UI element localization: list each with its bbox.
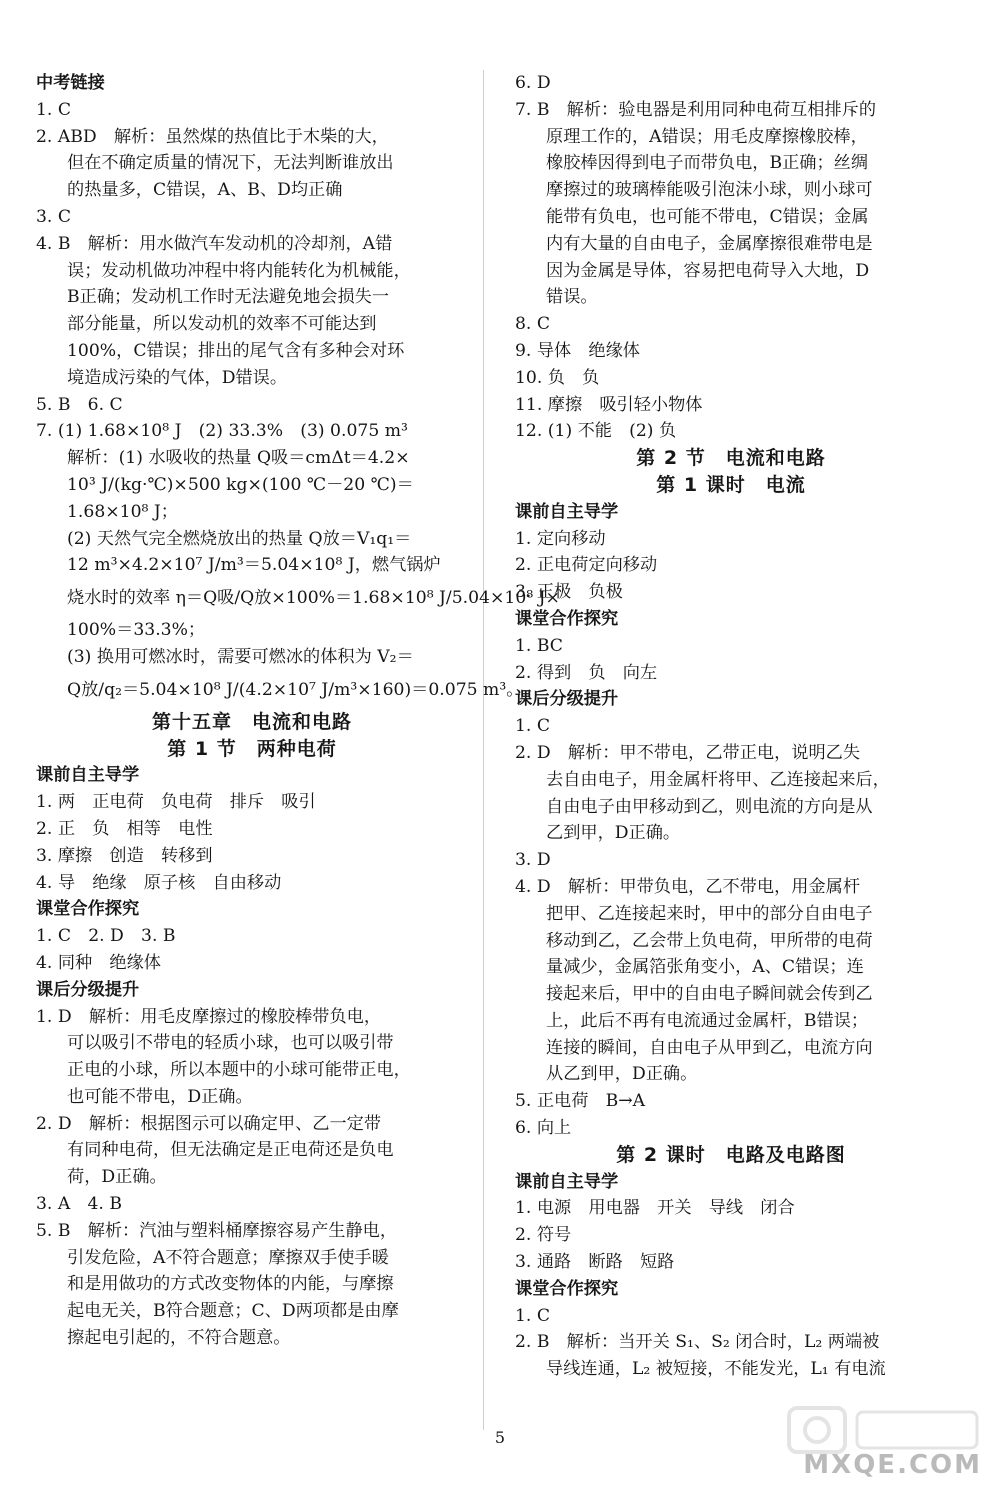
answer-line: 橡胶棒因得到电子而带负电，B正确；丝绸 bbox=[546, 153, 869, 174]
section-heading: 课堂合作探究 bbox=[36, 899, 140, 920]
answer-line: 解析：(1) 水吸收的热量 Q吸＝cmΔt＝4.2× bbox=[67, 448, 410, 469]
answer-line: 部分能量，所以发动机的效率不可能达到 bbox=[67, 314, 377, 335]
answer-line: 2. ABD 解析：虽然煤的热值比于木柴的大， bbox=[36, 126, 389, 147]
answer-line: 1.68×10⁸ J； bbox=[67, 501, 178, 522]
answer-line: 3. C bbox=[36, 206, 72, 227]
page-number: 5 bbox=[494, 1428, 506, 1447]
answer-line: 1. D 解析：用毛皮摩擦过的橡胶棒带负电， bbox=[36, 1006, 382, 1027]
answer-line: 1. 两 正电荷 负电荷 排斥 吸引 bbox=[36, 792, 316, 813]
answer-line: 3. D bbox=[515, 850, 551, 871]
answer-line: 3. 正极 负极 bbox=[515, 582, 623, 603]
answer-line: 6. 向上 bbox=[515, 1118, 572, 1139]
answer-line: 12. (1) 不能 (2) 负 bbox=[515, 421, 677, 442]
answer-line: 烧水时的效率 η＝Q吸/Q放×100%＝1.68×10⁸ J/5.04×10⁸ J× bbox=[67, 588, 560, 609]
answer-line: 2. D 解析：甲不带电，乙带正电，说明乙失 bbox=[515, 742, 861, 763]
section-heading: 课前自主导学 bbox=[515, 501, 619, 522]
answer-line: 但在不确定质量的情况下，无法判断谁放出 bbox=[67, 153, 394, 174]
section-heading: 第 2 课时 电路及电路图 bbox=[616, 1143, 846, 1166]
answer-line: 9. 导体 绝缘体 bbox=[515, 340, 640, 361]
answer-line: 荷，D正确。 bbox=[67, 1167, 167, 1188]
answer-line: 能带有负电，也可能不带电，C错误；金属 bbox=[546, 206, 869, 227]
answer-line: 11. 摩擦 吸引轻小物体 bbox=[515, 394, 703, 415]
section-heading: 课后分级提升 bbox=[515, 689, 619, 710]
section-heading: 课后分级提升 bbox=[36, 979, 140, 1000]
answer-line: 因为金属是导体，容易把电荷导入大地，D bbox=[546, 260, 870, 281]
answer-line: 摩擦过的玻璃棒能吸引泡沫小球，则小球可 bbox=[546, 180, 873, 201]
answer-line: 擦起电引起的，不符合题意。 bbox=[67, 1328, 291, 1349]
column-divider bbox=[483, 70, 484, 1430]
answer-line: 2. D 解析：根据图示可以确定甲、乙一定带 bbox=[36, 1113, 382, 1134]
answer-line: 连接的瞬间，自由电子从甲到乙，电流方向 bbox=[546, 1037, 873, 1058]
answer-line: 6. D bbox=[515, 73, 551, 93]
section-heading: 课堂合作探究 bbox=[515, 1278, 619, 1299]
watermark-text: MXQE.COM bbox=[803, 1450, 982, 1480]
answer-line: 上，此后不再有电流通过金属杆，B错误； bbox=[546, 1010, 869, 1031]
section-heading: 课前自主导学 bbox=[36, 765, 140, 786]
answer-line: 5. B 解析：汽油与塑料桶摩擦容易产生静电， bbox=[36, 1220, 398, 1241]
answer-line: 移动到乙，乙会带上负电荷，甲所带的电荷 bbox=[546, 930, 873, 951]
answer-line: 1. C bbox=[515, 1305, 551, 1326]
answer-line: 正电的小球，所以本题中的小球可能带正电， bbox=[67, 1060, 411, 1081]
answer-line: 和是用做功的方式改变物体的内能，与摩擦 bbox=[67, 1274, 394, 1295]
answer-line: 2. 符号 bbox=[515, 1225, 572, 1246]
answer-line: 2. 得到 负 向左 bbox=[515, 662, 658, 683]
answer-line: 可以吸引不带电的轻质小球，也可以吸引带 bbox=[67, 1033, 394, 1054]
answer-line: 3. 摩擦 创造 转移到 bbox=[36, 845, 213, 866]
section-heading: 第 1 课时 电流 bbox=[656, 473, 806, 496]
answer-line: 1. 定向移动 bbox=[515, 528, 606, 549]
answer-line: 去自由电子，用金属杆将甲、乙连接起来后， bbox=[546, 769, 890, 790]
section-heading: 第 2 节 电流和电路 bbox=[636, 447, 826, 470]
answer-line: 2. B 解析：当开关 S₁、S₂ 闭合时，L₂ 两端被 bbox=[515, 1332, 880, 1353]
answer-line: 1. C bbox=[515, 716, 551, 737]
answer-line: 10. 负 负 bbox=[515, 367, 600, 388]
answer-line: 2. 正电荷定向移动 bbox=[515, 555, 658, 576]
answer-line: 的热量多，C错误，A、B、D均正确 bbox=[67, 180, 343, 201]
section-heading: 中考链接 bbox=[36, 73, 105, 93]
answer-line: 5. 正电荷 B→A bbox=[515, 1091, 646, 1112]
answer-line: 原理工作的，A错误；用毛皮摩擦橡胶棒， bbox=[546, 126, 868, 147]
answer-line: 量减少，金属箔张角变小，A、C错误；连 bbox=[546, 957, 864, 978]
answer-line: 误；发动机做功冲程中将内能转化为机械能， bbox=[67, 260, 411, 281]
answer-line: 1. BC bbox=[515, 635, 563, 656]
answer-line: 境造成污染的气体，D错误。 bbox=[67, 367, 288, 388]
answer-line: 4. 同种 绝缘体 bbox=[36, 952, 161, 973]
answer-line: 1. C 2. D 3. B bbox=[36, 926, 176, 947]
answer-line: 接起来后，甲中的自由电子瞬间就会传到乙 bbox=[546, 984, 873, 1005]
answer-line: 自由电子由甲移动到乙，则电流的方向是从 bbox=[546, 796, 873, 817]
answer-line: 乙到甲，D正确。 bbox=[546, 823, 681, 844]
answer-line: (3) 换用可燃冰时，需要可燃冰的体积为 V₂＝ bbox=[67, 646, 414, 667]
answer-line: B正确；发动机工作时无法避免地会损失一 bbox=[67, 287, 390, 308]
answer-line: 内有大量的自由电子，金属摩擦很难带电是 bbox=[546, 233, 873, 254]
answer-line: 有同种电荷，但无法确定是正电荷还是负电 bbox=[67, 1140, 394, 1161]
answer-line: 4. B 解析：用水做汽车发动机的冷却剂，A错 bbox=[36, 233, 393, 254]
answer-line: 4. 导 绝缘 原子核 自由移动 bbox=[36, 872, 282, 893]
section-heading: 第 1 节 两种电荷 bbox=[167, 737, 337, 760]
answer-line: 7. (1) 1.68×10⁸ J (2) 33.3% (3) 0.075 m³ bbox=[36, 421, 408, 442]
answer-line: 12 m³×4.2×10⁷ J/m³＝5.04×10⁸ J，燃气锅炉 bbox=[67, 555, 441, 576]
right-column bbox=[515, 70, 947, 1383]
section-heading: 课前自主导学 bbox=[515, 1171, 619, 1192]
answer-line: Q放/q₂＝5.04×10⁸ J/(4.2×10⁷ J/m³×160)＝0.075 m³。 bbox=[67, 679, 524, 700]
answer-line: 10³ J/(kg·℃)×500 kg×(100 ℃－20 ℃)＝ bbox=[67, 474, 414, 495]
answer-line: 8. C bbox=[515, 314, 551, 335]
answer-line: 错误。 bbox=[546, 287, 598, 308]
answer-line: 4. D 解析：甲带负电，乙不带电，用金属杆 bbox=[515, 876, 861, 897]
answer-line: 7. B 解析：验电器是利用同种电荷互相排斥的 bbox=[515, 99, 877, 120]
section-heading: 第十五章 电流和电路 bbox=[151, 710, 352, 733]
answer-line: 起电无关，B符合题意；C、D两项都是由摩 bbox=[67, 1301, 399, 1322]
answer-line: 100%，C错误；排出的尾气含有多种会对环 bbox=[67, 340, 405, 361]
answer-line: 3. A 4. B bbox=[36, 1194, 122, 1215]
answer-line: 1. C bbox=[36, 99, 72, 120]
answer-line: 1. 电源 用电器 开关 导线 闭合 bbox=[515, 1198, 795, 1219]
answer-line: 3. 通路 断路 短路 bbox=[515, 1252, 675, 1273]
answer-line: 100%＝33.3%； bbox=[67, 620, 206, 641]
answer-line: 2. 正 负 相等 电性 bbox=[36, 818, 213, 839]
answer-line: 把甲、乙连接起来时，甲中的部分自由电子 bbox=[546, 903, 873, 924]
section-heading: 课堂合作探究 bbox=[515, 608, 619, 629]
answer-line: (2) 天然气完全燃烧放出的热量 Q放＝V₁q₁＝ bbox=[67, 528, 412, 549]
answer-line: 5. B 6. C bbox=[36, 394, 123, 415]
answer-line: 导线连通，L₂ 被短接，不能发光，L₁ 有电流 bbox=[546, 1359, 886, 1380]
answer-line: 引发危险，A不符合题意；摩擦双手使手暖 bbox=[67, 1247, 389, 1268]
answer-line: 从乙到甲，D正确。 bbox=[546, 1064, 698, 1085]
answer-line: 也可能不带电，D正确。 bbox=[67, 1086, 253, 1107]
